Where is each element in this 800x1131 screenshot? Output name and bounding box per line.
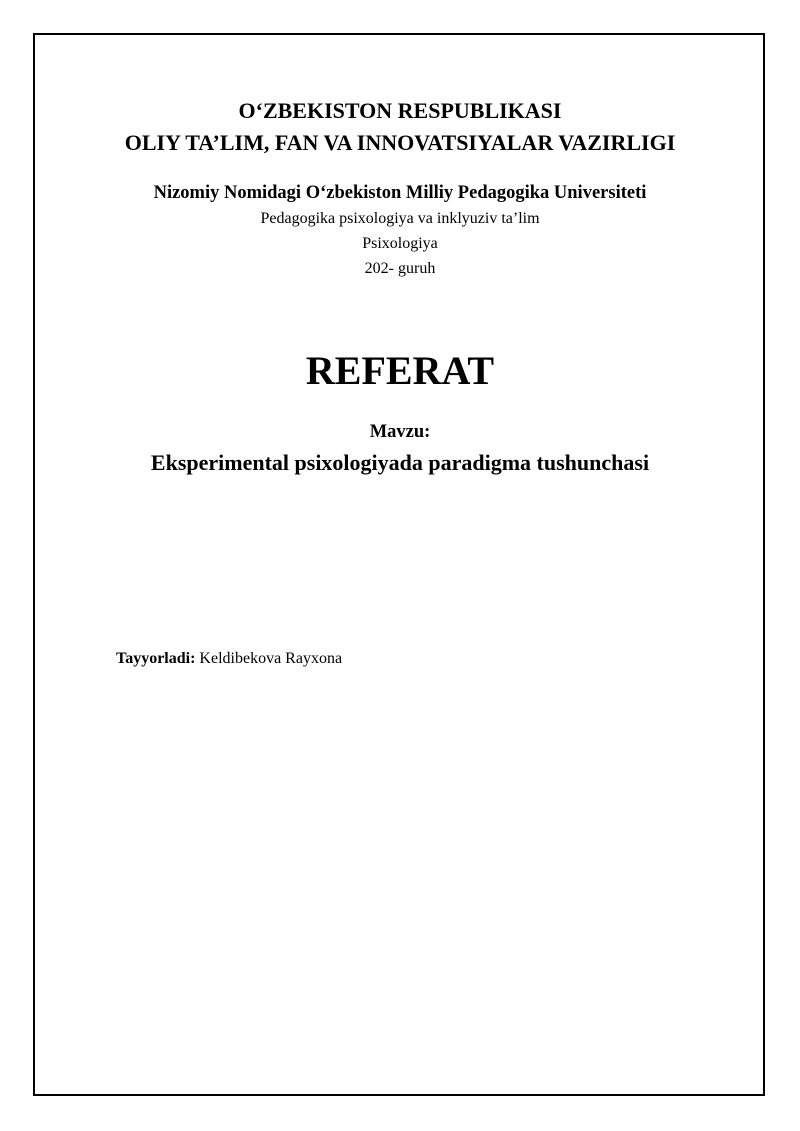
- author-name: Keldibekova Rayxona: [199, 650, 343, 667]
- topic-label: Mavzu:: [369, 422, 431, 442]
- author-label: Tayyorladi:: [116, 650, 196, 667]
- group-number: 202- guruh: [364, 260, 436, 277]
- department-name: Psixologiya: [362, 235, 438, 252]
- ministry-title: OLIY TA’LIM, FAN VA INNOVATSIYALAR VAZIRLIGI: [124, 130, 676, 155]
- university-name: Nizomiy Nomidagi O‘zbekiston Milliy Pedagogika Universiteti: [153, 183, 647, 203]
- faculty-name: Pedagogika psixologiya va inklyuziv ta’lim: [260, 210, 540, 227]
- author-line: [116, 647, 342, 671]
- topic-title: Eksperimental psixologiyada paradigma tushunchasi: [150, 450, 650, 475]
- document-type-title: REFERAT: [305, 348, 495, 393]
- republic-title: O‘ZBEKISTON RESPUBLIKASI: [238, 98, 562, 123]
